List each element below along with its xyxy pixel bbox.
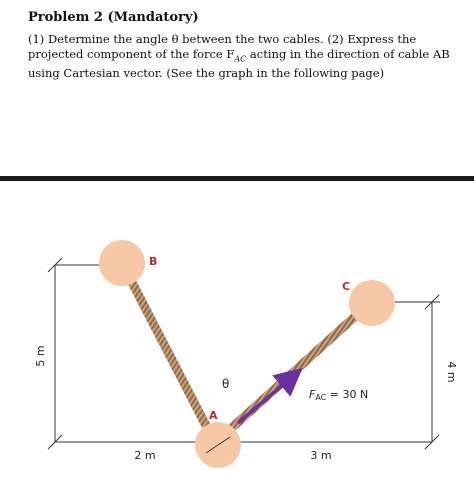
dim-bottom-left-label: 2 m <box>134 449 156 462</box>
dim-bottom-right-label: 3 m <box>310 449 332 462</box>
force-label <box>309 388 368 402</box>
dim-right-label: 4 m <box>445 361 458 383</box>
ball-b <box>99 240 145 286</box>
label-theta: θ <box>222 377 230 391</box>
problem-title: Problem 2 (Mandatory) <box>28 10 199 25</box>
label-a: A <box>209 409 218 422</box>
force-label-main: F <box>309 388 316 401</box>
cable-diagram <box>0 181 474 489</box>
label-b: B <box>149 255 158 268</box>
problem-line-1: (1) Determine the angle θ between the two cables. (2) Express the <box>28 32 417 46</box>
cable-ab <box>122 263 215 443</box>
problem-line-3: using Cartesian vector. (See the graph in the following page) <box>28 66 385 81</box>
dim-left-label: 5 m <box>34 345 47 367</box>
ball-c <box>349 280 395 326</box>
force-label-value: = 30 N <box>326 388 369 401</box>
problem-statement <box>28 32 448 81</box>
problem-line-2-rest: acting in the direction of cable AB <box>246 47 450 61</box>
problem-line-2 <box>28 47 448 66</box>
label-c: C <box>342 280 351 293</box>
problem-line-2-sub: AC <box>234 54 247 64</box>
force-label-sub: AC <box>315 393 327 402</box>
problem-line-2-start: projected component of the force F <box>28 47 235 61</box>
force-arrow <box>238 377 292 423</box>
